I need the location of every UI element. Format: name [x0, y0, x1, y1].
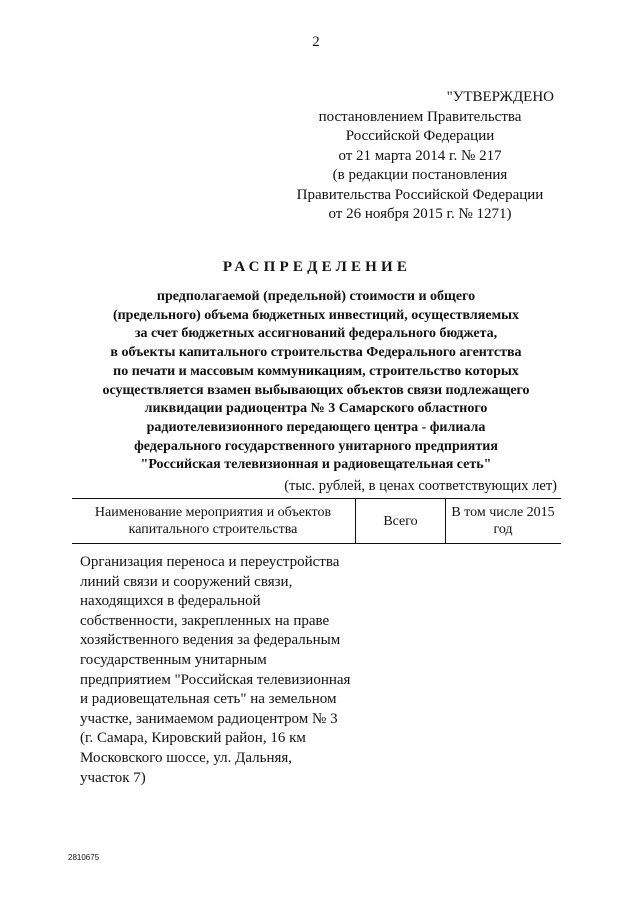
table-row-description: [80, 553, 380, 788]
row-text-line: и радиовещательная сеть" на земельном: [80, 691, 337, 708]
approval-line: от 21 марта 2014 г. № 217: [338, 147, 502, 164]
row-text-line: Московского шоссе, ул. Дальняя,: [80, 749, 293, 766]
row-text-line: Организация переноса и переустройства: [80, 554, 340, 570]
subtitle-line: "Российская телевизионная и радиовещательная сеть": [140, 457, 492, 473]
row-text-line: собственности, закрепленных на праве: [80, 612, 330, 629]
row-text-line: (г. Самара, Кировский район, 16 км: [80, 730, 306, 747]
approval-block: [280, 88, 560, 225]
row-text-line: участке, занимаемом радиоцентром № 3: [80, 710, 338, 727]
row-text-line: государственным унитарным: [80, 651, 267, 668]
subtitle-line: осуществляется взамен выбывающих объектов связи подлежащего: [102, 382, 530, 398]
column-header-year: В том числе 2015 год: [451, 505, 555, 537]
approval-line: "УТВЕРЖДЕНО: [446, 89, 554, 105]
row-text-line: линий связи и сооружений связи,: [80, 573, 293, 590]
approval-line: постановлением Правительства: [318, 108, 522, 125]
column-header-name: Наименование мероприятия и объектов капитального строительства: [94, 505, 332, 537]
row-text-line: находящихся в федеральной: [80, 593, 261, 610]
approval-line: Российской Федерации: [345, 128, 495, 144]
approval-line: от 26 ноября 2015 г. № 1271): [328, 206, 512, 222]
page-number: 2: [312, 34, 320, 50]
approval-line: Правительства Российской Федерации: [296, 186, 544, 203]
units-note: (тыс. рублей, в ценах соответствующих лет): [284, 478, 557, 494]
row-text-line: хозяйственного ведения за федеральным: [80, 632, 341, 649]
table-header: [72, 498, 561, 544]
document-title: РАСПРЕДЕЛЕНИЕ: [222, 259, 412, 275]
subtitle-line: ликвидации радиоцентра № 3 Самарского областного: [144, 401, 488, 417]
subtitle-line: (предельного) объема бюджетных инвестиций, осуществляемых: [112, 307, 520, 323]
subtitle-line: федерального государственного унитарного предприятия: [134, 438, 498, 454]
footer-code: 2810675: [68, 853, 100, 862]
row-text-line: участок 7): [80, 769, 146, 786]
document-subtitle: [60, 288, 572, 475]
column-header-total: Всего: [355, 499, 446, 543]
approval-line: (в редакции постановления: [332, 167, 508, 183]
subtitle-line: по печати и массовым коммуникациям, строительство которых: [113, 363, 519, 379]
subtitle-line: предполагаемой (предельной) стоимости и общего: [156, 289, 476, 304]
subtitle-line: в объекты капитального строительства Федерального агентства: [110, 345, 522, 361]
subtitle-line: радиотелевизионного передающего центра - филиала: [146, 419, 486, 435]
row-text-line: предприятием "Российская телевизионная: [80, 671, 351, 688]
subtitle-line: за счет бюджетных ассигнований федерального бюджета,: [134, 326, 498, 342]
